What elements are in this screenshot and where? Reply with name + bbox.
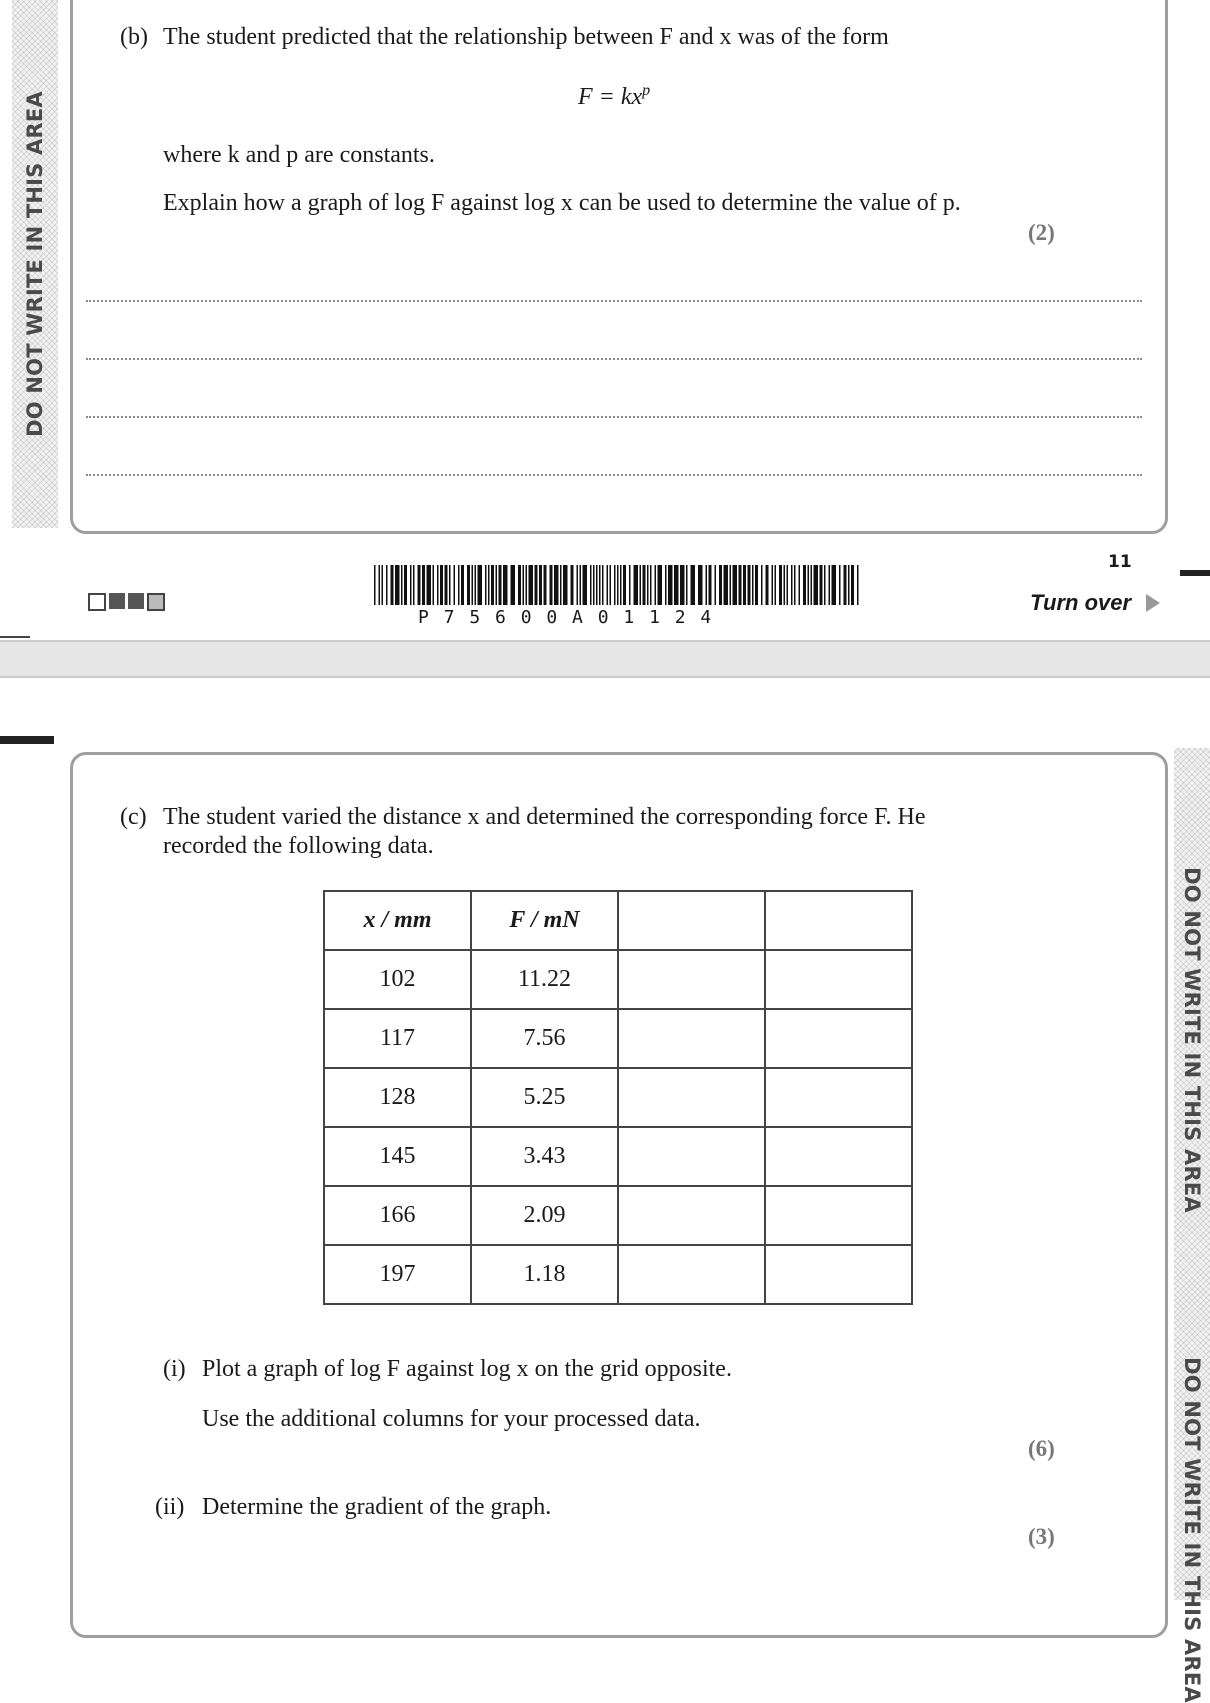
cell-x: 102 <box>324 950 471 1009</box>
sub-ii-text: Determine the gradient of the graph. <box>202 1494 552 1520</box>
cell-x: 197 <box>324 1245 471 1304</box>
table-header-row <box>324 891 912 950</box>
table-row <box>324 1127 912 1186</box>
sub-i-label: (i) <box>163 1356 186 1382</box>
cell-empty[interactable] <box>765 1245 912 1304</box>
table-row <box>324 950 912 1009</box>
cell-empty[interactable] <box>618 1127 765 1186</box>
cell-empty[interactable] <box>765 950 912 1009</box>
cell-empty[interactable] <box>765 1068 912 1127</box>
data-table <box>323 890 913 1305</box>
sub-i-marks: (6) <box>1028 1436 1055 1461</box>
cell-empty[interactable] <box>618 1068 765 1127</box>
page-divider <box>0 640 1210 678</box>
cell-empty[interactable] <box>618 1245 765 1304</box>
cell-f: 1.18 <box>471 1245 618 1304</box>
part-b-line1: The student predicted that the relationship between F and x was of the form <box>163 24 889 50</box>
sub-ii-label: (ii) <box>155 1494 185 1520</box>
barcode-text: P 7 5 6 0 0 A 0 1 1 2 4 <box>418 607 714 628</box>
turn-over-label: Turn over <box>1030 590 1132 615</box>
answer-line-4[interactable] <box>86 474 1142 476</box>
right-margin-warning-1: DO NOT WRITE IN THIS AREA <box>1180 867 1204 1213</box>
right-margin-warning-2: DO NOT WRITE IN THIS AREA <box>1180 1357 1204 1703</box>
table-row <box>324 1245 912 1304</box>
header-f: F / mN <box>471 891 618 950</box>
page-number: 11 <box>1108 552 1132 572</box>
part-b-line3: Explain how a graph of log F against log x can be used to determine the value of p. <box>163 190 961 216</box>
table-row <box>324 1068 912 1127</box>
table-row <box>324 1186 912 1245</box>
header-processed-2[interactable] <box>765 891 912 950</box>
cell-x: 145 <box>324 1127 471 1186</box>
cell-empty[interactable] <box>618 950 765 1009</box>
table-row <box>324 1009 912 1068</box>
cell-x: 128 <box>324 1068 471 1127</box>
cell-empty[interactable] <box>765 1009 912 1068</box>
part-b-equation <box>578 82 650 111</box>
cell-f: 2.09 <box>471 1186 618 1245</box>
cell-empty[interactable] <box>618 1186 765 1245</box>
cell-empty[interactable] <box>765 1127 912 1186</box>
part-c-line2: recorded the following data. <box>163 833 434 859</box>
part-c-line1: The student varied the distance x and determined the corresponding force F. He <box>163 804 926 830</box>
sub-i-text: Plot a graph of log F against log x on the grid opposite. <box>202 1356 732 1382</box>
cell-f: 7.56 <box>471 1009 618 1068</box>
turn-over-arrow-icon <box>1146 594 1160 612</box>
cell-f: 3.43 <box>471 1127 618 1186</box>
cell-f: 11.22 <box>471 950 618 1009</box>
answer-line-2[interactable] <box>86 358 1142 360</box>
barcode <box>374 565 862 605</box>
part-b-line2: where k and p are constants. <box>163 142 435 168</box>
left-margin-warning: DO NOT WRITE IN THIS AREA <box>23 91 47 437</box>
cell-x: 166 <box>324 1186 471 1245</box>
answer-line-1[interactable] <box>86 300 1142 302</box>
header-x: x / mm <box>324 891 471 950</box>
right-edge-mark <box>1180 570 1210 576</box>
page-top-left-mark <box>0 736 54 744</box>
page-bottom-left-mark <box>0 636 30 638</box>
cell-empty[interactable] <box>765 1186 912 1245</box>
part-b-label: (b) <box>120 24 148 50</box>
header-processed-1[interactable] <box>618 891 765 950</box>
equation-exponent: p <box>642 82 651 99</box>
equation-main: F = kx <box>578 84 643 110</box>
sub-ii-marks: (3) <box>1028 1524 1055 1549</box>
cell-f: 5.25 <box>471 1068 618 1127</box>
registration-squares <box>88 593 165 611</box>
sub-i-text2: Use the additional columns for your processed data. <box>202 1406 701 1432</box>
answer-line-3[interactable] <box>86 416 1142 418</box>
part-b-marks: (2) <box>1028 220 1055 245</box>
cell-empty[interactable] <box>618 1009 765 1068</box>
part-c-label: (c) <box>120 804 147 830</box>
question-box-top <box>70 0 1168 534</box>
cell-x: 117 <box>324 1009 471 1068</box>
